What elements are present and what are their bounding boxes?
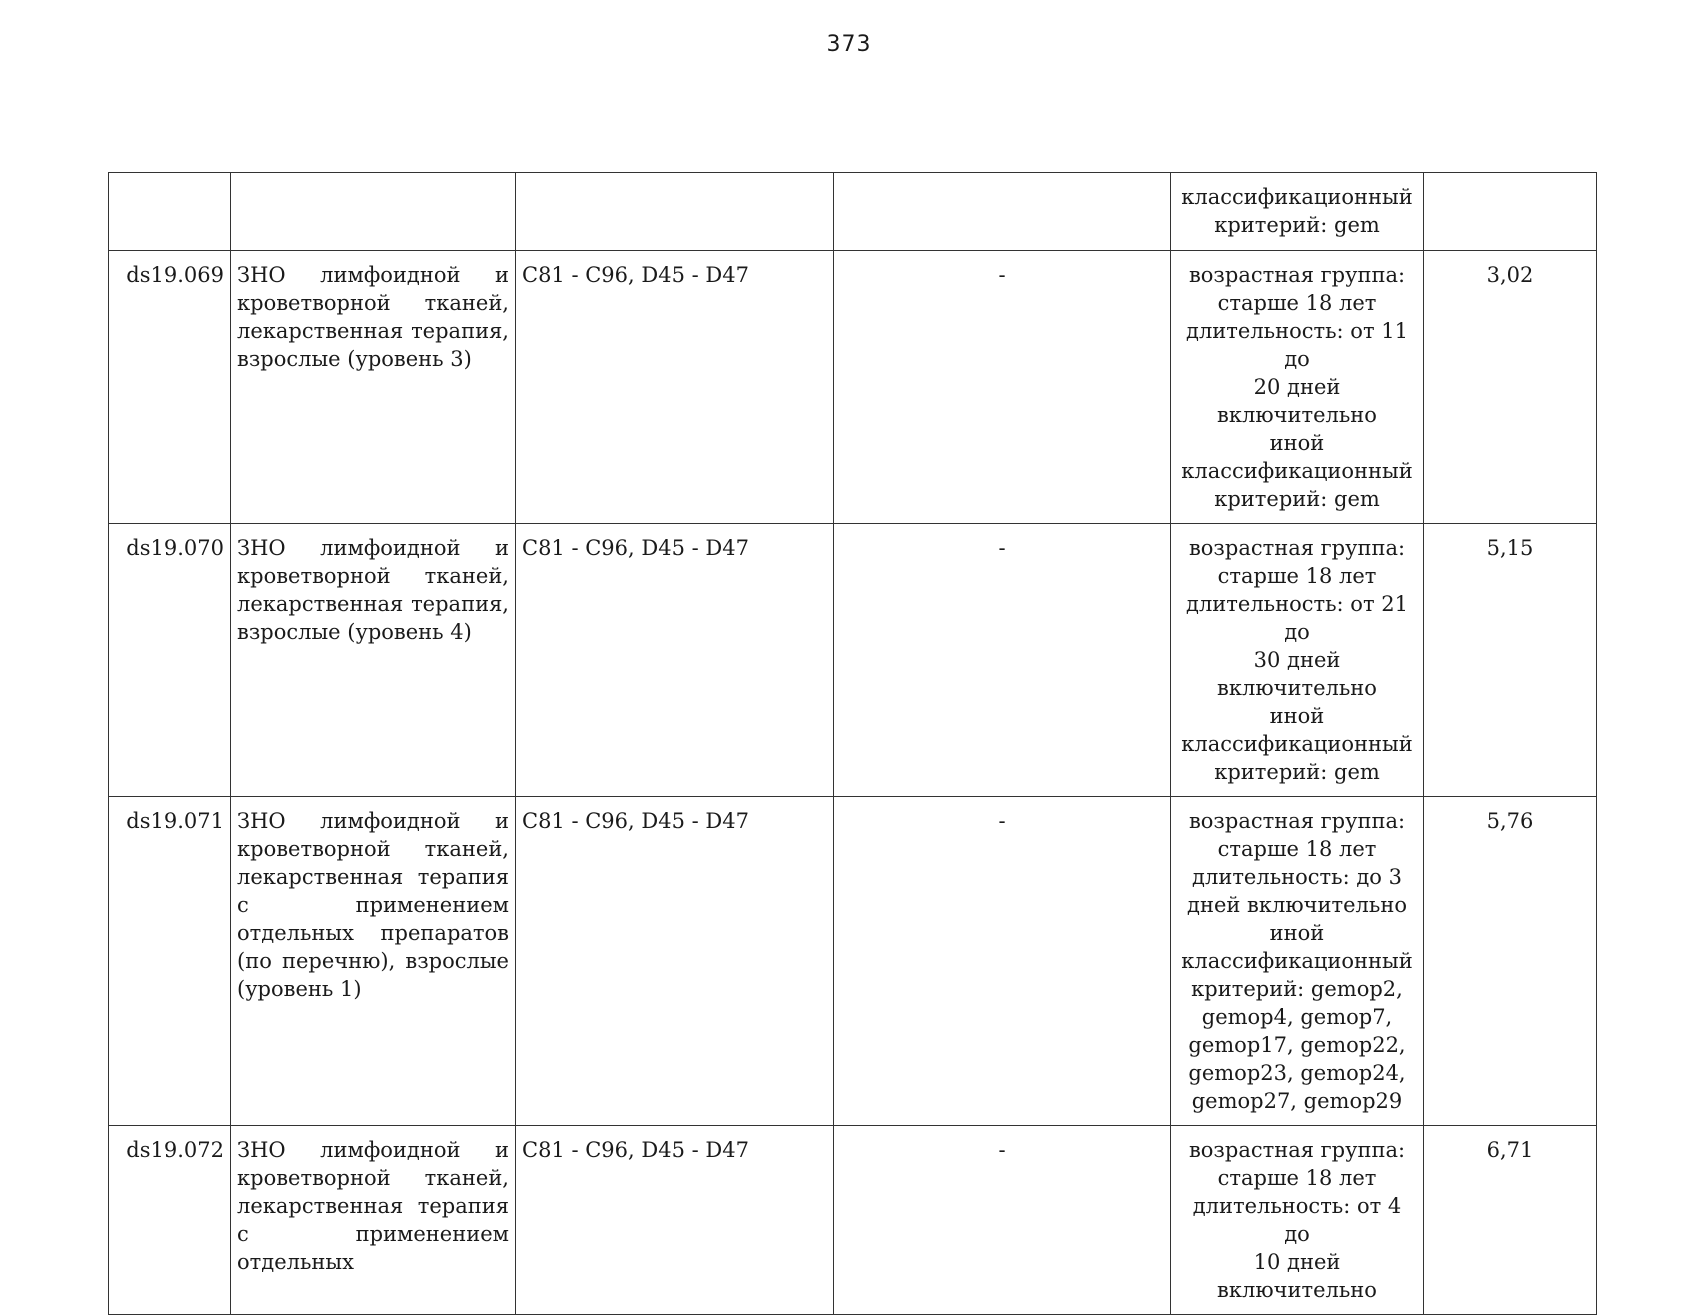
cell-service-codes: -	[834, 251, 1171, 524]
criteria-line: классификационный	[1181, 185, 1413, 209]
criteria-line: gemop27, gemop29	[1191, 1089, 1403, 1113]
cell-name: ЗНО лимфоидной и кроветворной тканей, лекарственная терапия с применением отдельных	[231, 1126, 516, 1315]
table-row	[109, 524, 1597, 797]
criteria-line: иной	[1269, 704, 1325, 728]
cell-code: ds19.069	[109, 251, 231, 524]
table-row	[109, 797, 1597, 1126]
criteria-line: иной	[1269, 921, 1325, 945]
table-row	[109, 251, 1597, 524]
tariff-table	[108, 172, 1597, 1315]
criteria-line: классификационный	[1181, 459, 1413, 483]
criteria-line: старше 18 лет	[1217, 837, 1377, 861]
cell-icd-codes: C81 - C96, D45 - D47	[516, 1126, 834, 1315]
cell-code: ds19.071	[109, 797, 231, 1126]
cell-criteria	[1171, 251, 1424, 524]
criteria-line: возрастная группа:	[1188, 1138, 1406, 1162]
criteria-line: длительность: от 21 до	[1186, 592, 1408, 644]
cell-service-codes: -	[834, 1126, 1171, 1315]
criteria-line: 10 дней включительно	[1217, 1250, 1377, 1302]
criteria-line: возрастная группа:	[1188, 263, 1406, 287]
criteria-line: gemop23, gemop24,	[1188, 1061, 1406, 1085]
cell-service-codes: -	[834, 797, 1171, 1126]
criteria-line: 20 дней включительно	[1217, 375, 1377, 427]
criteria-line: старше 18 лет	[1217, 564, 1377, 588]
cell-name: ЗНО лимфоидной и кроветворной тканей, лекарственная терапия с применением отдельных препаратов (по перечню), взрослые (уровень 1)	[231, 797, 516, 1126]
cell-code: ds19.072	[109, 1126, 231, 1315]
cell-code	[109, 173, 231, 251]
cell-criteria	[1171, 524, 1424, 797]
cell-code: ds19.070	[109, 524, 231, 797]
criteria-line: критерий: gem	[1214, 760, 1380, 784]
cell-service-codes: -	[834, 524, 1171, 797]
criteria-line: возрастная группа:	[1188, 809, 1406, 833]
page-number: 373	[826, 32, 872, 57]
criteria-line: длительность: от 4 до	[1192, 1194, 1402, 1246]
cell-name	[231, 173, 516, 251]
cell-coefficient: 3,02	[1424, 251, 1597, 524]
criteria-line: возрастная группа:	[1188, 536, 1406, 560]
cell-name: ЗНО лимфоидной и кроветворной тканей, лекарственная терапия, взрослые (уровень 3)	[231, 251, 516, 524]
criteria-line: gemop4, gemop7,	[1201, 1005, 1393, 1029]
cell-coefficient: 6,71	[1424, 1126, 1597, 1315]
criteria-line: длительность: до 3	[1192, 865, 1402, 889]
cell-coefficient	[1424, 173, 1597, 251]
criteria-line: критерий: gem	[1214, 213, 1380, 237]
criteria-line: дней включительно	[1187, 893, 1407, 917]
criteria-line: критерий: gem	[1214, 487, 1380, 511]
cell-criteria	[1171, 797, 1424, 1126]
criteria-line: иной	[1269, 431, 1325, 455]
criteria-line: критерий: gemop2,	[1191, 977, 1403, 1001]
cell-icd-codes: C81 - C96, D45 - D47	[516, 524, 834, 797]
cell-criteria	[1171, 173, 1424, 251]
table-row	[109, 173, 1597, 251]
criteria-line: старше 18 лет	[1217, 291, 1377, 315]
criteria-line: старше 18 лет	[1217, 1166, 1377, 1190]
criteria-line: gemop17, gemop22,	[1188, 1033, 1406, 1057]
criteria-line: классификационный	[1181, 732, 1413, 756]
criteria-line: длительность: от 11 до	[1186, 319, 1408, 371]
cell-service-codes	[834, 173, 1171, 251]
criteria-line: классификационный	[1181, 949, 1413, 973]
cell-icd-codes: C81 - C96, D45 - D47	[516, 797, 834, 1126]
cell-coefficient: 5,76	[1424, 797, 1597, 1126]
cell-icd-codes: C81 - C96, D45 - D47	[516, 251, 834, 524]
cell-icd-codes	[516, 173, 834, 251]
table-row	[109, 1126, 1597, 1315]
cell-coefficient: 5,15	[1424, 524, 1597, 797]
cell-criteria	[1171, 1126, 1424, 1315]
criteria-line: 30 дней включительно	[1217, 648, 1377, 700]
cell-name: ЗНО лимфоидной и кроветворной тканей, лекарственная терапия, взрослые (уровень 4)	[231, 524, 516, 797]
